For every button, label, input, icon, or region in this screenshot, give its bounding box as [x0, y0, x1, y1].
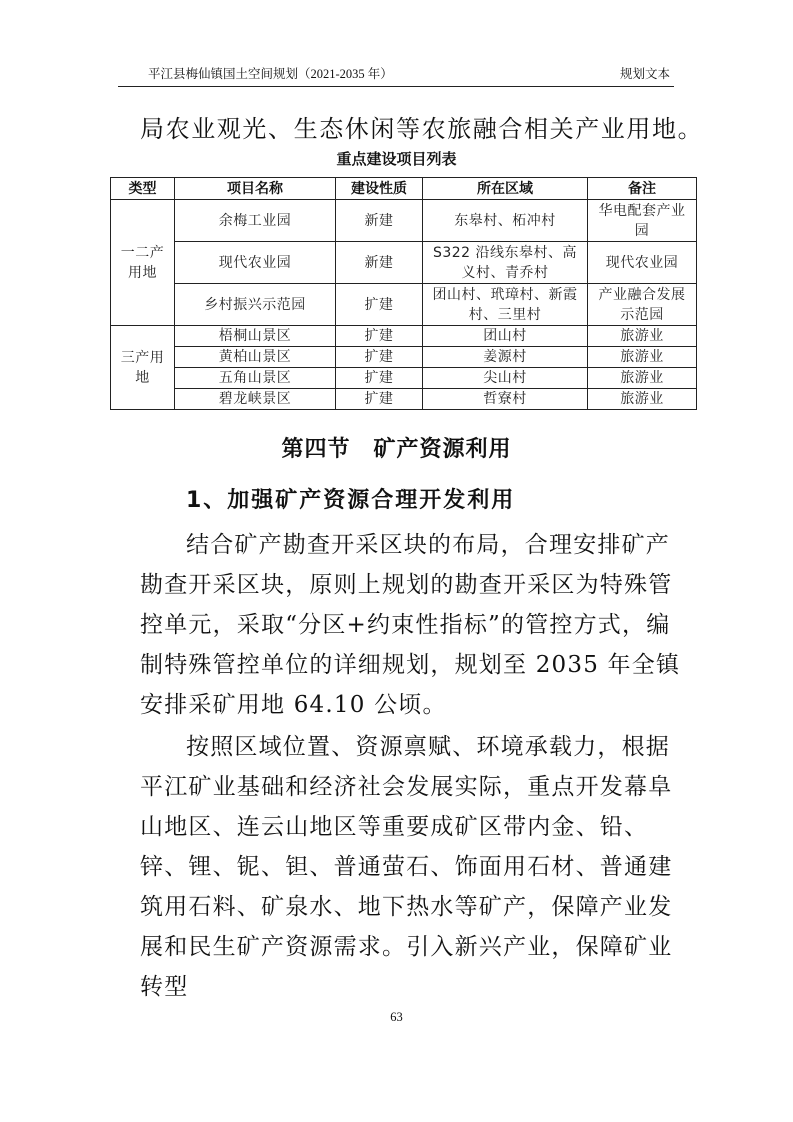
- table-row: [111, 200, 697, 242]
- project-name-cell: 黄柏山景区: [175, 347, 336, 368]
- project-name-cell: 梧桐山景区: [175, 326, 336, 347]
- project-note-cell: 旅游业: [588, 368, 697, 389]
- group-type-label: 一二产用地: [120, 244, 165, 281]
- project-nature-cell: 扩建: [336, 326, 423, 347]
- project-nature-cell: 扩建: [336, 347, 423, 368]
- project-name-cell: 现代农业园: [175, 242, 336, 284]
- project-note-cell: 旅游业: [588, 389, 697, 410]
- project-name-cell: 乡村振兴示范园: [175, 284, 336, 326]
- project-area-cell: 姜源村: [423, 347, 588, 368]
- project-nature-cell: 新建: [336, 242, 423, 284]
- project-area-cell: 团山村、玳璋村、新霞村、三里村: [423, 284, 588, 326]
- project-table: [110, 177, 697, 410]
- project-note-cell: 华电配套产业园: [588, 200, 697, 242]
- project-name-cell: 碧龙峡景区: [175, 389, 336, 410]
- header-cell-name: 项目名称: [175, 178, 336, 200]
- header-cell-nature: 建设性质: [336, 178, 423, 200]
- section-title: 第四节 矿产资源利用: [281, 437, 512, 462]
- project-area-cell: S322 沿线东皋村、高义村、青乔村: [423, 242, 588, 284]
- body-paragraph: 按照区域位置、资源禀赋、环境承载力，根据平江矿业基础和经济社会发展实际，重点开发幕阜山地区、连云山地区等重要成矿区带内金、铅、锌、锂、铌、钽、普通萤石、饰面用石材、普通建筑用石料、矿泉水、地下热水等矿产，保障产业发展和民生矿产资源需求。引入新兴产业，保障矿业转型: [140, 734, 673, 1000]
- subsection-title: 1、加强矿产资源合理开发利用: [186, 488, 516, 513]
- group-type-cell: [111, 200, 175, 326]
- project-area-cell: 哲寮村: [423, 389, 588, 410]
- project-note-cell: 产业融合发展示范园: [588, 284, 697, 326]
- project-nature-cell: 扩建: [336, 389, 423, 410]
- table-header-row: [111, 178, 697, 200]
- header-cell-type: 类型: [111, 178, 175, 200]
- project-nature-cell: 新建: [336, 200, 423, 242]
- page-number: 63: [390, 1010, 403, 1024]
- group-type-cell: [111, 326, 175, 410]
- table-row: [111, 347, 697, 368]
- project-note-cell: 旅游业: [588, 347, 697, 368]
- header-cell-note: 备注: [588, 178, 697, 200]
- header-divider: [118, 86, 674, 87]
- project-area-cell: 东皋村、柘冲村: [423, 200, 588, 242]
- project-nature-cell: 扩建: [336, 368, 423, 389]
- table-row: [111, 284, 697, 326]
- table-row: [111, 389, 697, 410]
- table-row: [111, 242, 697, 284]
- header-doc-type: 规划文本: [619, 67, 670, 81]
- project-area-cell: 尖山村: [423, 368, 588, 389]
- table-row: [111, 368, 697, 389]
- lead-paragraph-line: 局农业观光、生态休闲等农旅融合相关产业用地。: [140, 115, 704, 143]
- table-row: [111, 326, 697, 347]
- project-note-cell: 旅游业: [588, 326, 697, 347]
- project-note-cell: 现代农业园: [588, 242, 697, 284]
- header-title: 平江县梅仙镇国土空间规划（2021-2035 年）: [148, 67, 393, 81]
- project-name-cell: 五角山景区: [175, 368, 336, 389]
- group-type-label: 三产用地: [120, 349, 165, 386]
- project-nature-cell: 扩建: [336, 284, 423, 326]
- project-area-cell: 团山村: [423, 326, 588, 347]
- project-name-cell: 余梅工业园: [175, 200, 336, 242]
- header-cell-area: 所在区域: [423, 178, 588, 200]
- body-paragraph: 结合矿产勘查开采区块的布局，合理安排矿产勘查开采区块，原则上规划的勘查开采区为特殊管控单元，采取“分区+约束性指标”的管控方式，编制特殊管控单位的详细规划，规划至 2035 年全镇安排采矿用地 64.10 公顷。: [140, 532, 681, 718]
- table-title: 重点建设项目列表: [336, 150, 457, 168]
